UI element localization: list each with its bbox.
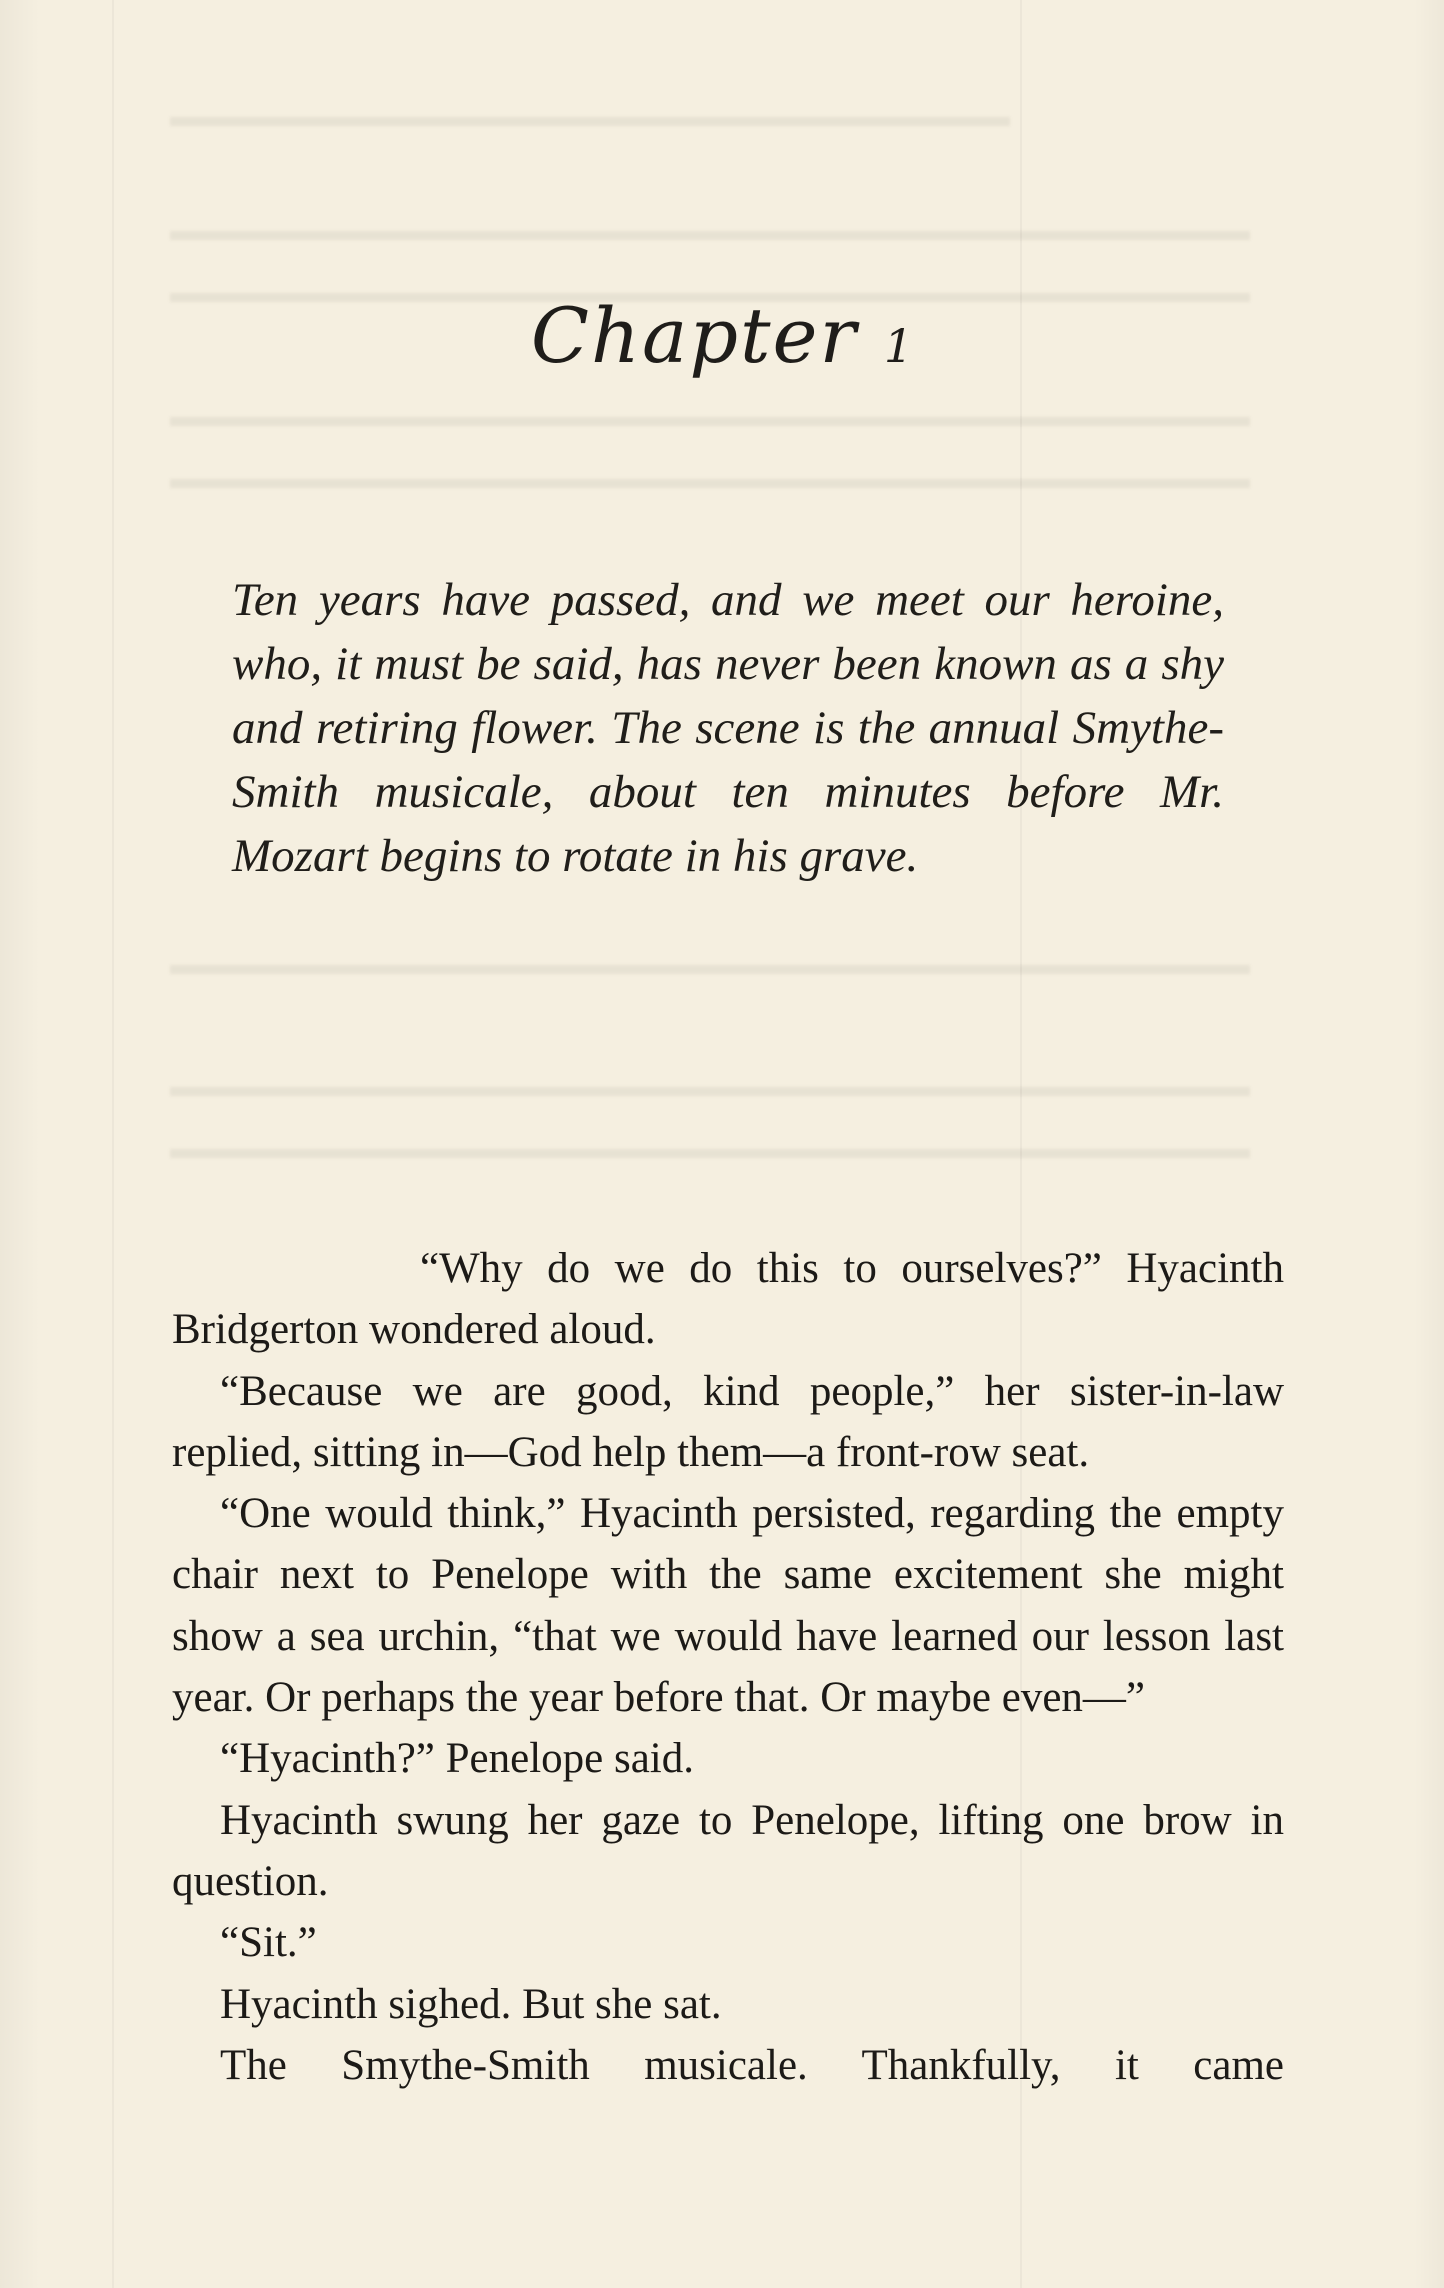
paragraph: “Because we are good, kind people,” her sister-in-law replied, sitting in—God help them—a front-row seat. xyxy=(172,1367,1284,1476)
chapter-epigraph: Ten years have passed, and we meet our heroine, who, it must be said, has never been known as a shy and retiring flower. The scene is the annual Smythe-Smith musicale, about ten minutes before Mr. Mozart begins to rotate in his grave. xyxy=(232,574,1224,882)
bleed-through-text: ▬▬▬▬▬▬▬▬▬▬▬▬▬▬▬▬▬▬▬▬▬▬▬▬▬▬▬▬▬▬▬▬▬▬▬▬ xyxy=(170,400,1250,433)
chapter-heading xyxy=(0,291,1444,380)
paragraph: Hyacinth sighed. But she sat. xyxy=(220,1980,722,2028)
paragraph: The Smythe-Smith musicale. Thankfully, it came xyxy=(220,2041,1284,2089)
bleed-through-text: ▬▬▬▬▬▬▬▬▬▬▬▬▬▬▬▬▬▬▬▬▬▬▬▬▬▬▬▬▬▬▬▬▬▬▬▬ xyxy=(170,948,1250,981)
chapter-number: 1 xyxy=(883,319,914,374)
bleed-through-text: ▬▬▬▬▬▬▬▬▬▬▬▬▬▬▬▬▬▬▬▬▬▬▬▬▬▬▬▬▬▬▬▬▬▬▬▬ xyxy=(170,1132,1250,1165)
bleed-through-text: ▬▬▬▬▬▬▬▬▬▬▬▬▬▬▬▬▬▬▬▬▬▬▬▬▬▬▬▬▬▬▬▬▬▬▬▬ xyxy=(170,462,1250,495)
bleed-through-text: ▬▬▬▬▬▬▬▬▬▬▬▬▬▬▬▬▬▬▬▬▬▬▬▬▬▬▬▬▬▬▬▬▬▬▬▬ xyxy=(170,276,1250,309)
paragraph: “Hyacinth?” Penelope said. xyxy=(220,1735,695,1783)
paragraph: Hyacinth swung her gaze to Penelope, lifting one brow in question. xyxy=(172,1796,1284,1905)
bleed-through-text: ▬▬▬▬▬▬▬▬▬▬▬▬▬▬▬▬▬▬▬▬▬▬▬▬▬▬▬▬▬▬▬▬▬▬▬▬ xyxy=(170,1070,1250,1103)
paragraph: “Sit.” xyxy=(220,1919,317,1967)
chapter-label: Chapter xyxy=(530,291,858,381)
bleed-through-text: ▬▬▬▬▬▬▬▬▬▬▬▬▬▬▬▬▬▬▬▬▬▬▬▬▬▬▬▬▬▬▬▬▬▬▬▬ xyxy=(170,214,1250,247)
paragraph: “One would think,” Hyacinth persisted, regarding the empty chair next to Penelope with the same excitement she might show a sea urchin, “that we would have learned our lesson last year. Or perhaps the year before that. Or maybe even—” xyxy=(172,1490,1284,1722)
bleed-through-text: ▬▬▬▬▬▬▬▬▬▬▬▬▬▬▬▬▬▬▬▬▬▬▬▬▬▬▬▬ xyxy=(170,100,1010,133)
paragraph: “Why do we do this to ourselves?” Hyacinth Bridgerton wondered aloud. xyxy=(172,1245,1284,1354)
chapter-body xyxy=(172,1238,1284,2096)
